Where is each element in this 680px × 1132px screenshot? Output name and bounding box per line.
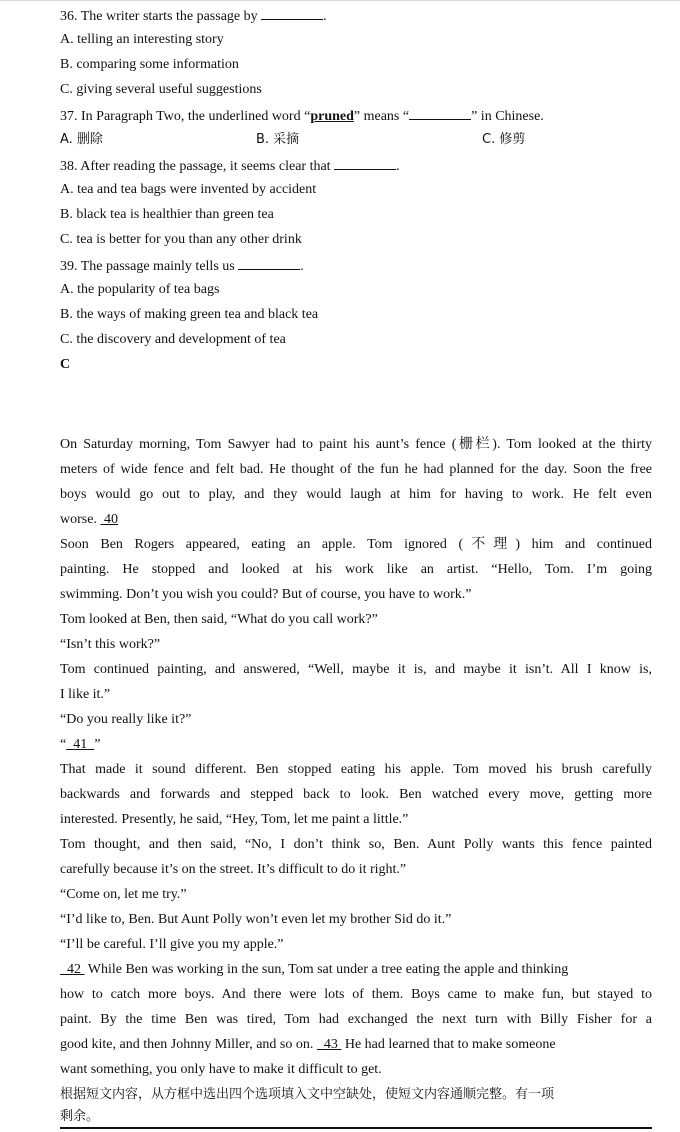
passage-line: “Isn’t this work?” [60,637,161,652]
option-37-c: C. 修剪 [482,132,526,147]
passage-line: Tom continued painting, and answered, “Well, maybe it is, and maybe it isn’t. All I know is, [60,662,652,677]
instruction-line: 剩余。 [60,1109,100,1124]
passage-line: worse. 40 [60,512,118,527]
passage-line: Tom looked at Ben, then said, “What do you call work?” [60,612,378,627]
option-36-c: C. giving several useful suggestions [60,82,262,97]
option-39-b: B. the ways of making green tea and black tea [60,307,319,322]
passage-line: painting. He stopped and looked at his work like an artist. “Hello, Tom. I’m going [60,562,652,577]
passage-line: “Come on, let me try.” [60,887,187,902]
blank-42: 42 [67,962,81,977]
option-37-a: A. 删除 [60,132,103,147]
passage-line: paint. By the time Ben was tired, Tom had exchanged the next turn with Billy Fisher for a [60,1012,652,1027]
passage-line: That made it sound different. Ben stopped eating his apple. Tom moved his brush carefully [60,762,652,777]
passage-line: 42 While Ben was working in the sun, Tom sat under a tree eating the apple and thinking [60,961,652,979]
question-39: 39. The passage mainly tells us . [60,256,304,276]
question-stem: 36. The writer starts the passage by [60,9,262,24]
question-36: 36. The writer starts the passage by . [60,6,327,26]
passage-line: “Do you really like it?” [60,712,192,727]
passage-line: meters of wide fence and felt bad. He thought of the fun he had planned for the day. Soon the free [60,462,652,477]
answer-blank [261,6,323,20]
blank-43: 43 [323,1037,338,1052]
passage-line: “I’ll be careful. I’ll give you my apple.” [60,937,284,952]
passage-line: “ 41 ” [60,737,101,752]
passage-line: carefully because it’s on the street. It’s difficult to do it right.” [60,862,407,877]
passage-line: Soon Ben Rogers appeared, eating an apple. Tom ignored (不理) him and continued [60,537,652,552]
question-37: 37. In Paragraph Two, the underlined word “pruned” means “ ” in Chinese. [60,106,544,126]
answer-blank [238,256,300,270]
option-38-b: B. black tea is healthier than green tea [60,207,274,222]
passage-line: swimming. Don’t you wish you could? But of course, you have to work.” [60,587,472,602]
blank-40: 40 [103,512,118,527]
option-36-a: A. telling an interesting story [60,32,224,47]
passage-line: Tom thought, and then said, “No, I don’t think so, Ben. Aunt Polly wants this fence painted [60,837,652,852]
underlined-word: pruned [310,109,354,124]
option-37-b: B. 采摘 [256,132,300,147]
passage-line: want something, you only have to make it difficult to get. [60,1062,382,1077]
option-38-a: A. tea and tea bags were invented by accident [60,182,317,197]
answer-key: C [60,357,71,372]
top-divider [0,0,680,1]
passage-line: backwards and forwards and stepped back to look. Ben watched every move, getting more [60,787,652,802]
options-box-top-border [60,1127,652,1129]
passage-line: how to catch more boys. And there were lots of them. Boys came to make fun, but stayed to [60,987,652,1002]
option-38-c: C. tea is better for you than any other drink [60,232,302,247]
passage-line: interested. Presently, he said, “Hey, Tom, let me paint a little.” [60,812,409,827]
passage-line: good kite, and then Johnny Miller, and so on. 43 He had learned that to make someone [60,1037,556,1052]
instruction-line: 根据短文内容，从方框中选出四个选项填入文中空缺处，使短文内容通顺完整。有一项 [60,1087,555,1102]
option-39-a: A. the popularity of tea bags [60,282,220,297]
passage-line: On Saturday morning, Tom Sawyer had to paint his aunt’s fence (栅栏). Tom looked at the thirty [60,437,652,452]
option-36-b: B. comparing some information [60,57,239,72]
blank-41: 41 [73,737,88,752]
option-39-c: C. the discovery and development of tea [60,332,286,347]
passage-line: boys would go out to play, and they would laugh at him for having to work. He felt even [60,487,652,502]
answer-blank [409,106,471,120]
answer-blank [334,156,396,170]
passage-line: I like it.” [60,687,111,702]
question-38: 38. After reading the passage, it seems clear that . [60,156,400,176]
passage-line: “I’d like to, Ben. But Aunt Polly won’t even let my brother Sid do it.” [60,912,452,927]
